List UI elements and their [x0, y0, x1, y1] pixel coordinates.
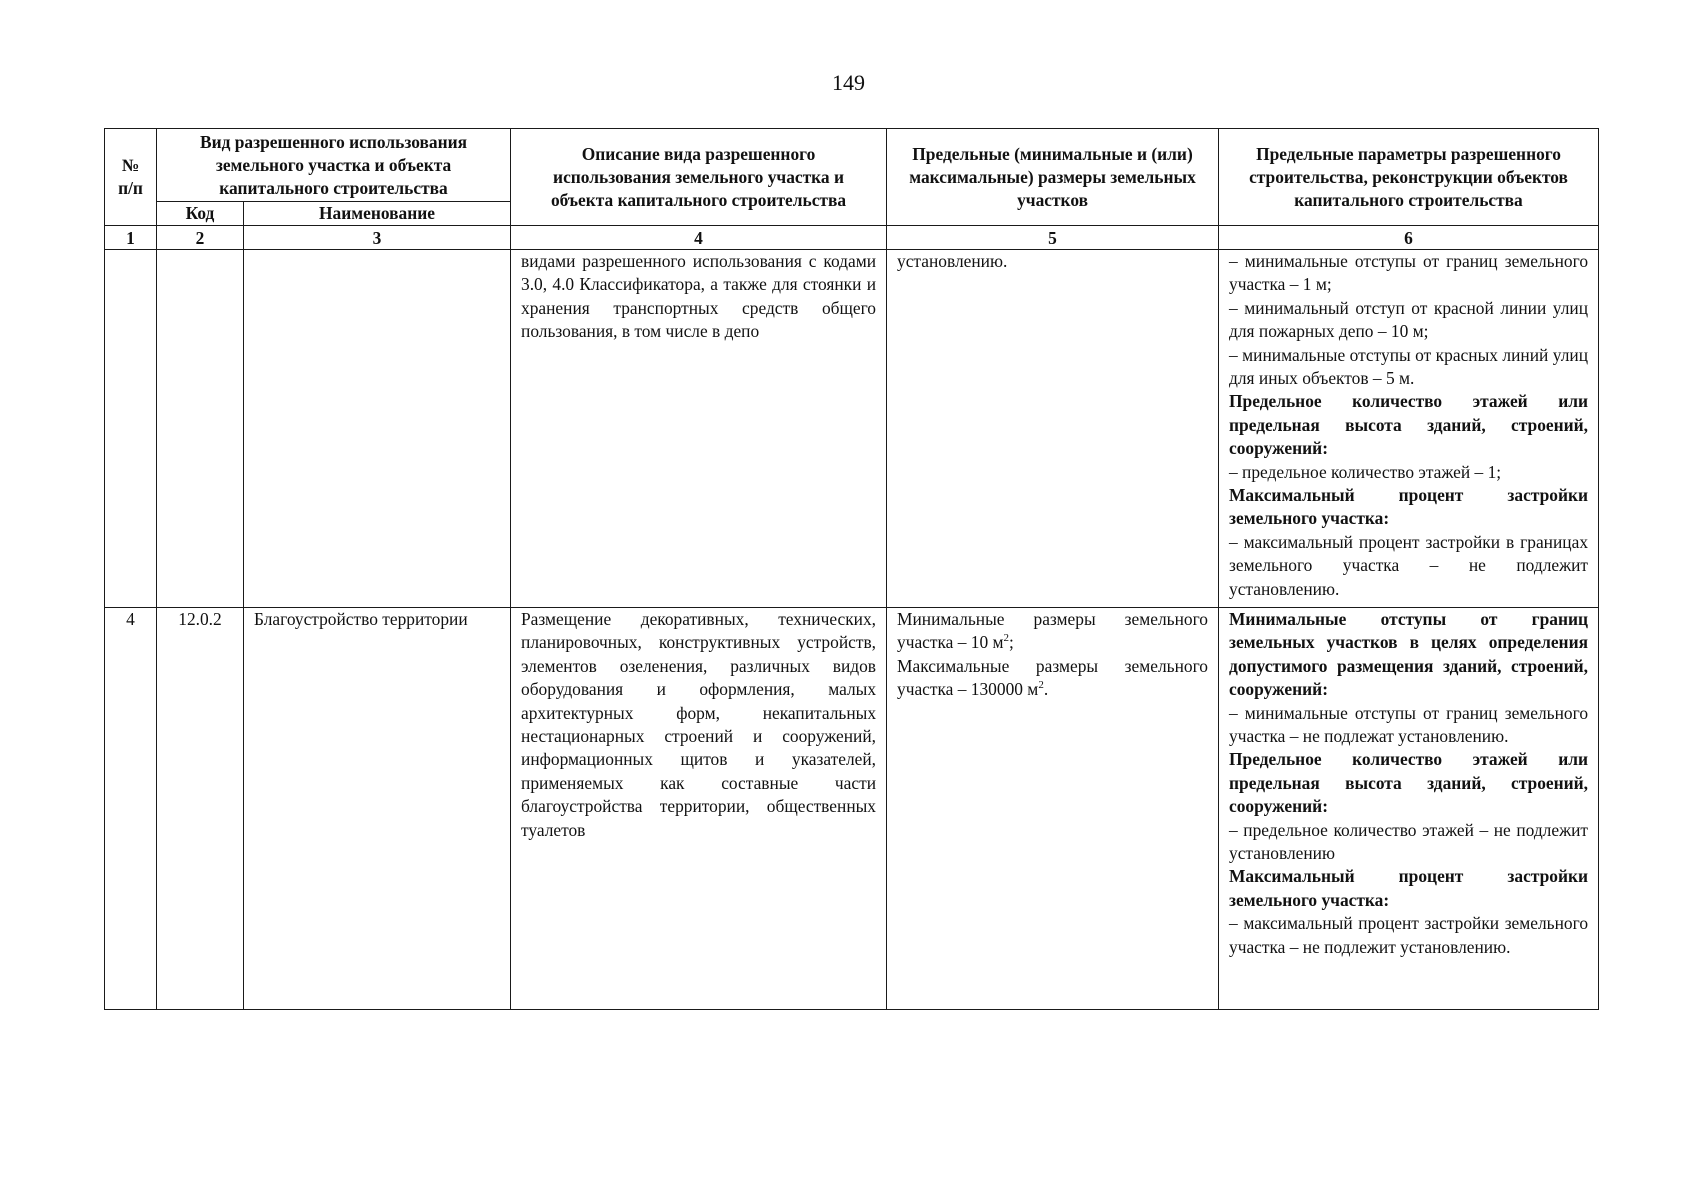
param-line: – предельное количество этажей – 1; — [1229, 461, 1502, 482]
row-sizes-cell: установлению. — [887, 250, 1219, 608]
column-number: 4 — [511, 226, 887, 250]
param-line: – минимальные отступы от красных линий улиц для иных объектов – 5 м. — [1229, 344, 1589, 389]
header-cell-vid-group: Вид разрешенного использования земельного участка и объекта капитального строительства — [157, 129, 511, 202]
param-heading: Максимальный процент застройки земельного участка: — [1229, 485, 1589, 529]
row-num-cell — [105, 250, 157, 608]
param-heading: Минимальные отступы от границ земельных участков в целях определения допустимого размещения зданий, строений, сооружений: — [1229, 609, 1589, 700]
row-sizes-cell — [887, 608, 1219, 1010]
row-code-cell: 12.0.2 — [157, 608, 244, 1010]
table-row — [105, 608, 1599, 1010]
column-number: 2 — [157, 226, 244, 250]
param-line: – минимальные отступы от границ земельного участка – не подлежат установлению. — [1229, 702, 1589, 747]
param-heading: Максимальный процент застройки земельного участка: — [1229, 866, 1589, 910]
param-line: – максимальный процент застройки в границах земельного участка – не подлежит установлению. — [1229, 531, 1589, 599]
row-description-cell: видами разрешенного использования с кодами 3.0, 4.0 Классификатора, а также для стоянки и хранения транспортных средств общего пользования, в том числе в депо — [511, 250, 887, 608]
column-number: 5 — [887, 226, 1219, 250]
max-size-text: Максимальные размеры земельного участка – 130000 $м^2$. — [897, 655, 1209, 700]
header-cell-num: № п/п — [105, 129, 157, 226]
column-number: 1 — [105, 226, 157, 250]
column-number: 3 — [244, 226, 511, 250]
table-row — [105, 250, 1599, 608]
row-params-cell — [1219, 608, 1599, 1010]
header-cell-description: Описание вида разрешенного использования земельного участка и объекта капитального строительства — [511, 129, 887, 226]
page-number: 149 — [832, 70, 865, 95]
column-number-row — [105, 226, 1599, 250]
param-heading: Предельное количество этажей или предельная высота зданий, строений, сооружений: — [1229, 391, 1589, 459]
row-params-cell — [1219, 250, 1599, 608]
row-name-cell: Благоустройство территории — [244, 608, 511, 1010]
header-cell-params: Предельные параметры разрешенного строительства, реконструкции объектов капитального строительства — [1219, 129, 1599, 226]
min-size-text: Минимальные размеры земельного участка – 10 $м^2$; — [897, 609, 1209, 653]
land-use-table — [104, 128, 1599, 1010]
row-name-cell — [244, 250, 511, 608]
row-num-cell: 4 — [105, 608, 157, 1010]
param-line: – максимальный процент застройки земельного участка – не подлежит установлению. — [1229, 913, 1589, 957]
header-cell-name: Наименование — [244, 202, 511, 226]
column-number: 6 — [1219, 226, 1599, 250]
param-line: – минимальный отступ от красной линии улиц для пожарных депо – 10 м; — [1229, 297, 1589, 342]
header-cell-sizes: Предельные (минимальные и (или) максимальные) размеры земельных участков — [887, 129, 1219, 226]
param-line: – минимальные отступы от границ земельного участка – 1 м; — [1229, 251, 1589, 295]
header-cell-code: Код — [157, 202, 244, 226]
param-heading: Предельное количество этажей или предельная высота зданий, строений, сооружений: — [1229, 749, 1589, 817]
param-line: – предельное количество этажей – не подлежит установлению — [1229, 819, 1589, 864]
table-header — [105, 129, 1599, 250]
row-code-cell — [157, 250, 244, 608]
row-description-cell: Размещение декоративных, технических, планировочных, конструктивных устройств, элементов озеленения, различных видов оборудования и оформления, малых архитектурных форм, некапитальных нестационарных строений и сооружений, информационных щитов и указателей, применяемых как составные части благоустройства территории, общественных туалетов — [511, 608, 887, 1010]
